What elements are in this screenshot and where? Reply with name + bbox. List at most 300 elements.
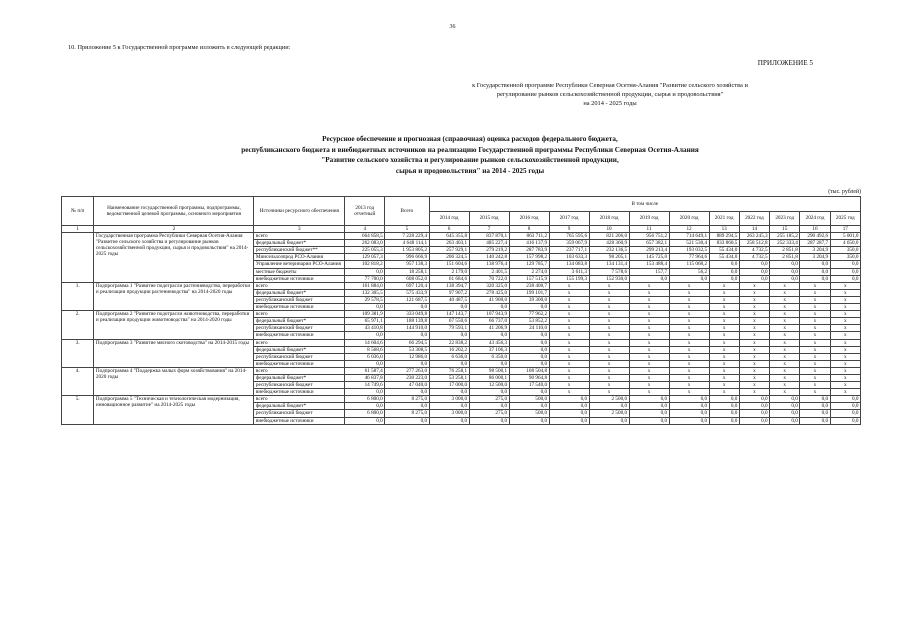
value-cell: x	[800, 289, 830, 296]
value-cell: 145 725,0	[629, 254, 669, 261]
value-cell: 0,0	[800, 275, 830, 282]
value-cell: 0,0	[429, 332, 469, 339]
value-cell: 0,0	[385, 332, 429, 339]
value-cell: 53 258,1	[429, 374, 469, 381]
value-cell: 0,0	[509, 339, 549, 346]
value-cell: 0,0	[800, 396, 830, 403]
header-num: № п/п	[62, 197, 94, 226]
value-cell: 0,0	[739, 268, 769, 275]
value-cell: 0,0	[629, 403, 669, 410]
column-number: 11	[629, 226, 669, 233]
funding-source: федеральный бюджет*	[254, 346, 345, 353]
value-cell: 416 137,9	[509, 240, 549, 247]
value-cell: x	[830, 332, 860, 339]
value-cell: 0,0	[469, 389, 509, 396]
value-cell: 138 394,7	[429, 282, 469, 289]
value-cell: 0,0	[629, 417, 669, 424]
header-report: 2013 год отчетный	[345, 197, 385, 226]
value-cell: 608 052,0	[385, 275, 429, 282]
value-cell: 0,0	[469, 304, 509, 311]
value-cell: x	[709, 367, 739, 374]
value-cell: x	[669, 325, 709, 332]
value-cell: 1 953 805,2	[385, 247, 429, 254]
value-cell: 6 800,0	[345, 410, 385, 417]
program-name: Подпрограмма 5 "Техническая и технологическая модернизация, инновационное развитие" на 2014-2025 годы	[94, 396, 254, 424]
value-cell: 0,0	[709, 268, 739, 275]
value-cell: 109 381,9	[345, 311, 385, 318]
value-cell: 0,0	[830, 396, 860, 403]
value-cell: 359 067,9	[549, 240, 589, 247]
value-cell: x	[709, 289, 739, 296]
value-cell: x	[709, 389, 739, 396]
column-number: 8	[509, 226, 549, 233]
column-number: 3	[254, 226, 345, 233]
value-cell: x	[830, 374, 860, 381]
value-cell: x	[669, 332, 709, 339]
value-cell: 230 223,0	[385, 374, 429, 381]
value-cell: 0,0	[830, 268, 860, 275]
value-cell: 147 143,7	[429, 311, 469, 318]
value-cell: x	[629, 325, 669, 332]
funding-source: всего	[254, 282, 345, 289]
funding-source: федеральный бюджет*	[254, 240, 345, 247]
value-cell: x	[800, 374, 830, 381]
table-row	[62, 233, 861, 240]
value-cell: 278 425,0	[469, 289, 509, 296]
value-cell: 6 350,0	[469, 353, 509, 360]
funding-source: республиканский бюджет	[254, 410, 345, 417]
header-name: Наименование государственной программы, подпрограммы, ведомственной целевой программы, основного мероприятия	[94, 197, 254, 226]
value-cell: 957 138,3	[385, 261, 429, 268]
value-cell: 0,0	[800, 261, 830, 268]
value-cell: x	[589, 382, 629, 389]
value-cell: 0,0	[739, 396, 769, 403]
table-row	[62, 367, 861, 374]
value-cell: x	[669, 389, 709, 396]
value-cell: x	[589, 304, 629, 311]
value-cell: 0,0	[830, 261, 860, 268]
value-cell: 2 500,0	[589, 396, 629, 403]
row-number: 4.	[62, 367, 94, 395]
value-cell: 0,0	[739, 261, 769, 268]
value-cell: 55 434,0	[709, 254, 739, 261]
value-cell: 153 488,4	[629, 261, 669, 268]
header-year: 2021 год	[709, 211, 739, 226]
value-cell: 134 083,8	[549, 261, 589, 268]
value-cell: 2 401,5	[469, 268, 509, 275]
value-cell: x	[800, 339, 830, 346]
value-cell: 0,0	[709, 275, 739, 282]
value-cell: 0,0	[345, 332, 385, 339]
value-cell: x	[800, 389, 830, 396]
value-cell: x	[800, 367, 830, 374]
column-number: 17	[830, 226, 860, 233]
program-name: Подпрограмма 3 "Развитие мясного скотоводства" на 2014-2015 годы	[94, 339, 254, 367]
value-cell: x	[549, 296, 589, 303]
value-cell: 0,0	[385, 304, 429, 311]
value-cell: x	[629, 367, 669, 374]
value-cell: 0,0	[469, 417, 509, 424]
value-cell: x	[669, 360, 709, 367]
value-cell: 6 636,0	[429, 353, 469, 360]
value-cell: x	[770, 374, 800, 381]
value-cell: 263 245,3	[739, 233, 769, 240]
header-year: 2024 год	[800, 211, 830, 226]
funding-source: федеральный бюджет*	[254, 318, 345, 325]
value-cell: 0,0	[509, 332, 549, 339]
value-cell: 0,0	[739, 417, 769, 424]
value-cell: 199 101,7	[509, 289, 549, 296]
program-name: Государственная программа Республики Северная Осетия-Алания "Развитие сельского хозяйства и регулирование рынков сельскохозяйственной продукции, сырья и продовольствия" на 2014-2025 годы	[94, 233, 254, 283]
value-cell: x	[629, 311, 669, 318]
value-cell: x	[739, 353, 769, 360]
value-cell: 2 274,0	[509, 268, 549, 275]
value-cell: 0,0	[709, 396, 739, 403]
value-cell: 53 852,2	[509, 318, 549, 325]
value-cell: 225 055,3	[345, 247, 385, 254]
value-cell: 263 403,1	[429, 240, 469, 247]
value-cell: 252 333,4	[770, 240, 800, 247]
value-cell: x	[549, 282, 589, 289]
value-cell: x	[709, 339, 739, 346]
value-cell: 61 587,4	[345, 367, 385, 374]
value-cell: x	[830, 382, 860, 389]
value-cell: 290 492,6	[800, 233, 830, 240]
value-cell: 6 036,0	[345, 353, 385, 360]
value-cell: 79 593,1	[429, 325, 469, 332]
value-cell: 0,0	[509, 346, 549, 353]
column-number: 12	[669, 226, 709, 233]
value-cell: 0,0	[669, 403, 709, 410]
funding-source: всего	[254, 233, 345, 240]
value-cell: x	[770, 318, 800, 325]
value-cell: x	[549, 311, 589, 318]
value-cell: x	[830, 289, 860, 296]
value-cell: x	[770, 360, 800, 367]
value-cell: x	[589, 296, 629, 303]
value-cell: 0,0	[429, 360, 469, 367]
heading-line: "Развитие сельского хозяйства и регулирование рынков сельскохозяйственной продукции,	[321, 156, 619, 164]
value-cell: 0,0	[800, 268, 830, 275]
value-cell: 46 837,8	[345, 374, 385, 381]
value-cell: x	[709, 311, 739, 318]
value-cell: x	[830, 304, 860, 311]
header-year: 2019 год	[629, 211, 669, 226]
value-cell: 70 722,0	[469, 275, 509, 282]
value-cell: x	[770, 382, 800, 389]
funding-source: Минсельхозпрод РСО-Алания	[254, 254, 345, 261]
funding-source: внебюджетные источники	[254, 417, 345, 424]
value-cell: x	[669, 382, 709, 389]
value-cell: 0,0	[509, 360, 549, 367]
value-cell: 277 263,0	[385, 367, 429, 374]
value-cell: x	[589, 367, 629, 374]
appendix-label: ПРИЛОЖЕНИЕ 5	[757, 59, 813, 67]
value-cell: x	[739, 346, 769, 353]
value-cell: x	[800, 332, 830, 339]
value-cell: 22 838,2	[429, 339, 469, 346]
value-cell: 0,0	[830, 410, 860, 417]
value-cell: x	[549, 304, 589, 311]
value-cell: 821 206,0	[589, 233, 629, 240]
value-cell: 53 308,5	[385, 346, 429, 353]
value-cell: x	[739, 325, 769, 332]
value-cell: x	[770, 339, 800, 346]
column-number: 13	[709, 226, 739, 233]
value-cell: 0,0	[770, 410, 800, 417]
value-cell: x	[770, 353, 800, 360]
funding-source: внебюджетные источники	[254, 360, 345, 367]
value-cell: 0,0	[709, 403, 739, 410]
value-cell: 0,0	[770, 417, 800, 424]
value-cell: x	[629, 289, 669, 296]
value-cell: x	[629, 346, 669, 353]
heading-line: сырья и продовольствия" на 2014 - 2025 годы	[395, 166, 545, 175]
appendix-subtitle	[410, 82, 810, 108]
value-cell: 66 294,5	[385, 339, 429, 346]
value-cell: 0,0	[509, 353, 549, 360]
value-cell: 350,0	[830, 254, 860, 261]
value-cell: x	[770, 296, 800, 303]
value-cell: x	[800, 282, 830, 289]
value-cell: 275,0	[469, 410, 509, 417]
header-year: 2016 год	[509, 211, 549, 226]
value-cell: 134 131,4	[589, 261, 629, 268]
table-body	[62, 233, 861, 425]
value-cell: 0,0	[385, 403, 429, 410]
value-cell: 575 433,9	[385, 289, 429, 296]
value-cell: x	[669, 353, 709, 360]
value-cell: x	[800, 360, 830, 367]
value-cell: 262 083,0	[345, 240, 385, 247]
value-cell: 863 711,2	[509, 233, 549, 240]
value-cell: 129 057,3	[345, 254, 385, 261]
value-cell: x	[770, 332, 800, 339]
table-row	[62, 396, 861, 403]
units-label: (тыс. рублей)	[828, 189, 861, 195]
header-total: Всего	[385, 197, 429, 226]
value-cell: 279 219,2	[469, 247, 509, 254]
value-cell: x	[739, 289, 769, 296]
header-year: 2025 год	[830, 211, 860, 226]
column-number: 14	[739, 226, 769, 233]
value-cell: 103 633,3	[549, 254, 589, 261]
value-cell: 144 910,0	[385, 325, 429, 332]
value-cell: 0,0	[739, 275, 769, 282]
value-cell: 257 929,1	[429, 247, 469, 254]
value-cell: x	[629, 318, 669, 325]
value-cell: 16 202,2	[429, 346, 469, 353]
value-cell: 258 512,8	[739, 240, 769, 247]
funding-source: республиканский бюджет	[254, 325, 345, 332]
funding-source: федеральный бюджет*	[254, 289, 345, 296]
value-cell: 4 648 114,1	[385, 240, 429, 247]
column-number: 7	[469, 226, 509, 233]
value-cell: x	[770, 311, 800, 318]
header-incl: В том числе	[429, 197, 860, 212]
value-cell: 238 400,7	[509, 282, 549, 289]
header-year: 2014 год	[429, 211, 469, 226]
value-cell: 98 205,1	[589, 254, 629, 261]
value-cell: x	[739, 360, 769, 367]
value-cell: x	[669, 311, 709, 318]
value-cell: 108 504,8	[509, 367, 549, 374]
value-cell: x	[830, 367, 860, 374]
value-cell: x	[629, 332, 669, 339]
value-cell: 0,0	[830, 417, 860, 424]
value-cell: x	[830, 389, 860, 396]
value-cell: 121 687,5	[385, 296, 429, 303]
value-cell: 645 355,8	[429, 233, 469, 240]
funding-source: всего	[254, 396, 345, 403]
value-cell: 0,0	[800, 410, 830, 417]
value-cell: x	[589, 318, 629, 325]
value-cell: x	[709, 360, 739, 367]
row-number: 2.	[62, 311, 94, 339]
heading-line: Ресурсное обеспечение и прогнозная (справочная) оценка расходов федерального бюджета,	[322, 135, 618, 143]
value-cell: x	[709, 353, 739, 360]
value-cell: 0,0	[385, 389, 429, 396]
value-cell: x	[669, 289, 709, 296]
value-cell: x	[830, 339, 860, 346]
value-cell: 837 870,1	[469, 233, 509, 240]
value-cell: 7 228 229,4	[385, 233, 429, 240]
value-cell: x	[549, 382, 589, 389]
value-cell: x	[549, 389, 589, 396]
value-cell: x	[589, 311, 629, 318]
subtitle-line: регулирование рынков сельскохозяйственной продукции, сырья и продовольствия"	[496, 90, 724, 98]
value-cell: 5 001,0	[830, 233, 860, 240]
funding-source: всего	[254, 311, 345, 318]
value-cell: 76 258,1	[429, 367, 469, 374]
value-cell: x	[800, 325, 830, 332]
value-cell: x	[770, 346, 800, 353]
value-cell: x	[669, 304, 709, 311]
value-cell: 6 800,0	[345, 396, 385, 403]
value-cell: x	[800, 296, 830, 303]
value-cell: 333 049,8	[385, 311, 429, 318]
value-cell: 0,0	[385, 360, 429, 367]
value-cell: 12 500,0	[469, 382, 509, 389]
value-cell: 0,0	[345, 304, 385, 311]
value-cell: 3 611,3	[549, 268, 589, 275]
value-cell: 0,0	[345, 268, 385, 275]
value-cell: x	[739, 389, 769, 396]
value-cell: x	[709, 282, 739, 289]
value-cell: x	[709, 325, 739, 332]
value-cell: x	[800, 318, 830, 325]
header-year: 2018 год	[589, 211, 629, 226]
value-cell: 0,0	[469, 332, 509, 339]
value-cell: 86 000,1	[469, 374, 509, 381]
value-cell: 0,0	[629, 410, 669, 417]
value-cell: 299 213,4	[629, 247, 669, 254]
value-cell: 0,0	[709, 417, 739, 424]
value-cell: 0,0	[509, 304, 549, 311]
value-cell: x	[830, 318, 860, 325]
value-cell: x	[739, 282, 769, 289]
value-cell: 129 785,7	[509, 261, 549, 268]
funding-source: республиканский бюджет	[254, 353, 345, 360]
value-cell: 102 818,2	[345, 261, 385, 268]
value-cell: 0,0	[345, 360, 385, 367]
funding-source: внебюджетные источники	[254, 332, 345, 339]
value-cell: 287 287,7	[800, 240, 830, 247]
value-cell: 0,0	[770, 396, 800, 403]
header-year: 2022 год	[739, 211, 769, 226]
value-cell: x	[830, 325, 860, 332]
funding-source: республиканский бюджет	[254, 382, 345, 389]
value-cell: x	[549, 374, 589, 381]
value-cell: 889 294,5	[709, 233, 739, 240]
value-cell: 0,0	[629, 275, 669, 282]
value-cell: x	[830, 311, 860, 318]
value-cell: 37 106,3	[469, 346, 509, 353]
value-cell: 41 206,9	[469, 325, 509, 332]
value-cell: 500,0	[509, 396, 549, 403]
value-cell: 0,0	[770, 261, 800, 268]
document-heading	[120, 134, 820, 176]
value-cell: 65 971,1	[345, 318, 385, 325]
table-row	[62, 282, 861, 289]
value-cell: x	[709, 374, 739, 381]
funding-source: Управление ветеринарии РСО-Алания	[254, 261, 345, 268]
value-cell: 77 964,6	[669, 254, 709, 261]
funding-source: всего	[254, 367, 345, 374]
value-cell: x	[830, 282, 860, 289]
value-cell: 90 964,8	[509, 374, 549, 381]
value-cell: 996 666,9	[385, 254, 429, 261]
value-cell: x	[830, 346, 860, 353]
heading-line: республиканского бюджета и внебюджетных источников на реализацию Государственной программы Республики Северная Осетия-Алания	[241, 145, 699, 154]
value-cell: x	[549, 325, 589, 332]
column-number: 2	[94, 226, 254, 233]
value-cell: x	[669, 367, 709, 374]
funding-source: федеральный бюджет*	[254, 403, 345, 410]
value-cell: 0,0	[800, 417, 830, 424]
funding-source: всего	[254, 339, 345, 346]
value-cell: 0,0	[469, 360, 509, 367]
value-cell: x	[800, 346, 830, 353]
subtitle-line: к Государственной программе Республики Северная Осетия-Алания "Развитие сельского хозяйства и	[472, 82, 748, 89]
value-cell: 0,0	[469, 403, 509, 410]
value-cell: 157 515,9	[509, 275, 549, 282]
value-cell: x	[589, 374, 629, 381]
value-cell: 4 650,0	[830, 240, 860, 247]
value-cell: 0,0	[669, 396, 709, 403]
value-cell: 4 732,5	[739, 247, 769, 254]
value-cell: x	[669, 339, 709, 346]
value-cell: x	[589, 360, 629, 367]
value-cell: 287 783,9	[509, 247, 549, 254]
value-cell: 17 000,0	[429, 382, 469, 389]
header-source: Источники ресурсного обеспечения	[254, 197, 345, 226]
value-cell: 0,0	[800, 403, 830, 410]
value-cell: x	[830, 296, 860, 303]
value-cell: 500,0	[509, 410, 549, 417]
value-cell: x	[800, 353, 830, 360]
value-cell: x	[589, 353, 629, 360]
value-cell: 0,0	[589, 403, 629, 410]
row-number: 5.	[62, 396, 94, 424]
value-cell: 521 530,4	[669, 240, 709, 247]
value-cell: x	[669, 374, 709, 381]
value-cell: 193 032,5	[669, 247, 709, 254]
column-number: 9	[549, 226, 589, 233]
value-cell: x	[549, 332, 589, 339]
value-cell: x	[739, 367, 769, 374]
value-cell: 0,0	[385, 417, 429, 424]
